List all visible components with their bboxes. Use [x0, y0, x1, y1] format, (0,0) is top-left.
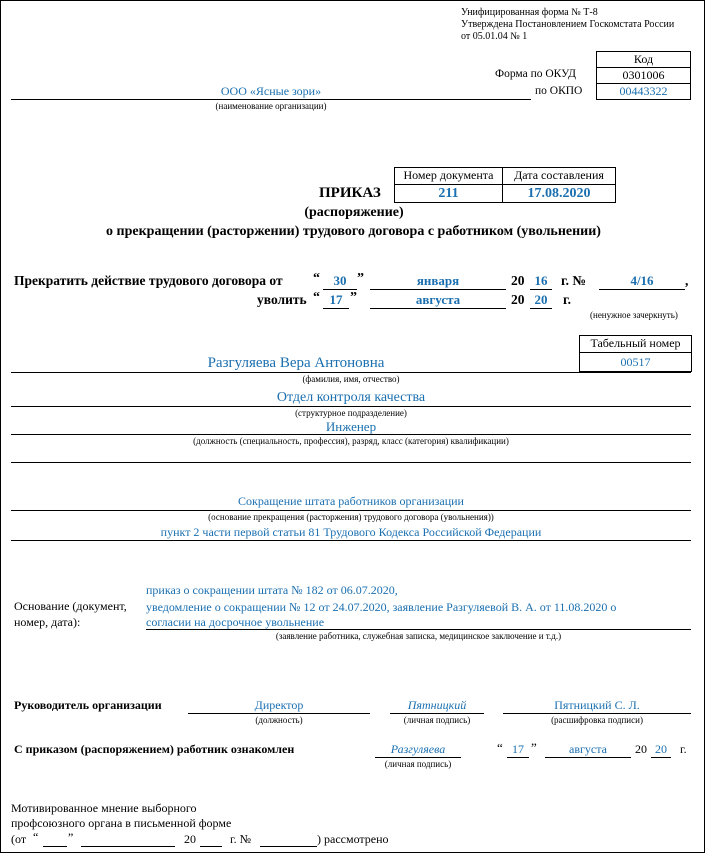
basis-label-line2: номер, дата): [14, 615, 81, 629]
head-name-line [503, 713, 691, 714]
terminate-number-label: г. № [561, 273, 586, 288]
ack-month: августа [569, 742, 607, 756]
order-title: ПРИКАЗ [319, 185, 381, 201]
union-quote-close: ” [68, 830, 74, 844]
terminate-year: 16 [534, 273, 548, 288]
okud-label: Форма по ОКУД [495, 68, 576, 80]
basis-line3: согласии на досрочное увольнение [146, 615, 325, 629]
labor-code-line [11, 540, 691, 541]
order-subject: о прекращении (расторжении) трудового договора с работником (увольнении) [106, 224, 601, 239]
employee-name-caption: (фамилия, имя, отчество) [302, 374, 400, 384]
ack-quote-open: “ [497, 740, 503, 755]
dismiss-day: 17 [329, 292, 343, 307]
code-header: Код [596, 51, 691, 68]
basis-line [146, 629, 691, 630]
basis-line1: приказ о сокращении штата № 182 от 06.07.2020, [146, 583, 398, 597]
ack-year: 20 [655, 742, 667, 756]
position-caption: (должность (специальность, профессия), разряд, класс (категория) квалификации) [193, 436, 509, 446]
organization-name: ООО «Ясные зори» [220, 84, 322, 98]
dismiss-quote-close: ” [350, 290, 357, 305]
basis-label-line1: Основание (документ, [14, 599, 127, 613]
department-line [11, 406, 691, 407]
dismiss-label: уволить [257, 292, 307, 307]
termination-reason: Сокращение штата работников организации [238, 494, 464, 508]
terminate-label: Прекратить действие трудового договора от [14, 273, 283, 288]
basis-line2: уведомление о сокращении № 12 от 24.07.2020, заявление Разгуляевой В. А. от 11.08.2020 о [146, 600, 617, 614]
union-number-label: г. № [230, 832, 252, 846]
head-name-caption: (расшифровка подписи) [551, 715, 643, 725]
head-signature: Пятницкий [407, 698, 467, 712]
employee-name-line [11, 372, 691, 373]
ack-day-line [507, 757, 529, 758]
head-signature-caption: (личная подпись) [403, 715, 471, 725]
contract-number: 4/16 [630, 273, 654, 288]
form-title-line2: Утверждена Постановлением Госкомстата России [461, 19, 675, 30]
doc-number: 211 [394, 184, 503, 203]
ack-month-line [545, 757, 631, 758]
ack-g: г. [680, 742, 687, 756]
ack-quote-close: ” [531, 740, 537, 755]
union-line2: профсоюзного органа в письменной форме [11, 816, 232, 830]
doc-date: 17.08.2020 [502, 184, 616, 203]
contract-comma: , [685, 273, 689, 288]
head-position: Директор [254, 698, 304, 712]
ack-year-prefix: 20 [635, 742, 647, 756]
basis-caption: (заявление работника, служебная записка, медицинское заключение и т.д.) [275, 631, 562, 641]
employee-name: Разгуляева Вера Антоновна [207, 355, 385, 371]
strike-out-note: (ненужное зачеркнуть) [590, 310, 678, 320]
union-reviewed: ) рассмотрено [317, 832, 389, 846]
form-title-line1: Унифицированная форма № Т-8 [461, 7, 598, 18]
contract-number-line [599, 289, 685, 290]
position-extra-line [11, 462, 691, 463]
organization-underline [11, 99, 531, 100]
terminate-quote-open: “ [313, 271, 320, 286]
head-signature-line [390, 713, 484, 714]
dismiss-year-line [530, 308, 552, 309]
doc-date-header: Дата составления [502, 167, 616, 185]
tab-number: 00517 [579, 352, 692, 372]
employee-signature: Разгуляева [390, 742, 446, 756]
okpo-label: по ОКПО [535, 85, 583, 97]
dismiss-year-prefix: 20 [511, 292, 525, 307]
union-year-prefix: 20 [184, 832, 196, 846]
position-line [11, 434, 691, 435]
dismiss-month-line [370, 308, 506, 309]
labor-code-reference: пункт 2 части первой статьи 81 Трудового Кодекса Российской Федерации [160, 525, 542, 539]
terminate-year-prefix: 20 [511, 273, 525, 288]
head-name: Пятницкий С. Л. [554, 698, 640, 712]
ack-year-line [651, 757, 671, 758]
doc-number-header: Номер документа [394, 167, 503, 185]
okud-value: 0301006 [596, 67, 691, 84]
dismiss-quote-open: “ [313, 290, 320, 305]
termination-reason-caption: (основание прекращения (расторжения) трудового договора (увольнения)) [208, 512, 494, 522]
ack-day: 17 [512, 742, 524, 756]
dismiss-g: г. [563, 292, 571, 307]
union-year-line [200, 846, 222, 847]
department-caption: (структурное подразделение) [295, 408, 407, 418]
union-line1: Мотивированное мнение выборного [11, 801, 197, 815]
employee-signature-caption: (личная подпись) [384, 759, 452, 769]
head-position-caption: (должность) [255, 715, 303, 725]
dismiss-day-line [323, 308, 349, 309]
terminate-year-line [530, 289, 552, 290]
organization-caption: (наименование организации) [215, 101, 327, 111]
union-quote-open: “ [33, 830, 39, 844]
okpo-value: 00443322 [596, 83, 691, 100]
form-title-line3: от 05.01.04 № 1 [461, 31, 528, 42]
tab-number-header: Табельный номер [579, 335, 692, 353]
position-name: Инженер [325, 419, 377, 434]
terminate-month-line [370, 289, 506, 290]
acknowledgement-label: С приказом (распоряжением) работник ознакомлен [14, 742, 295, 756]
terminate-day: 30 [333, 273, 347, 288]
termination-reason-line [11, 510, 691, 511]
head-label: Руководитель организации [14, 698, 162, 712]
department-name: Отдел контроля качества [276, 390, 426, 405]
dismiss-month: августа [415, 292, 461, 307]
dismiss-year: 20 [534, 292, 548, 307]
employee-signature-line [375, 757, 461, 758]
union-day-line [43, 846, 67, 847]
terminate-quote-close: ” [357, 271, 364, 286]
head-position-line [188, 713, 370, 714]
union-from: (от [11, 832, 27, 846]
union-number-line [260, 846, 317, 847]
order-subtitle: (распоряжение) [304, 205, 404, 220]
terminate-month: января [416, 273, 460, 288]
union-month-line [81, 846, 175, 847]
